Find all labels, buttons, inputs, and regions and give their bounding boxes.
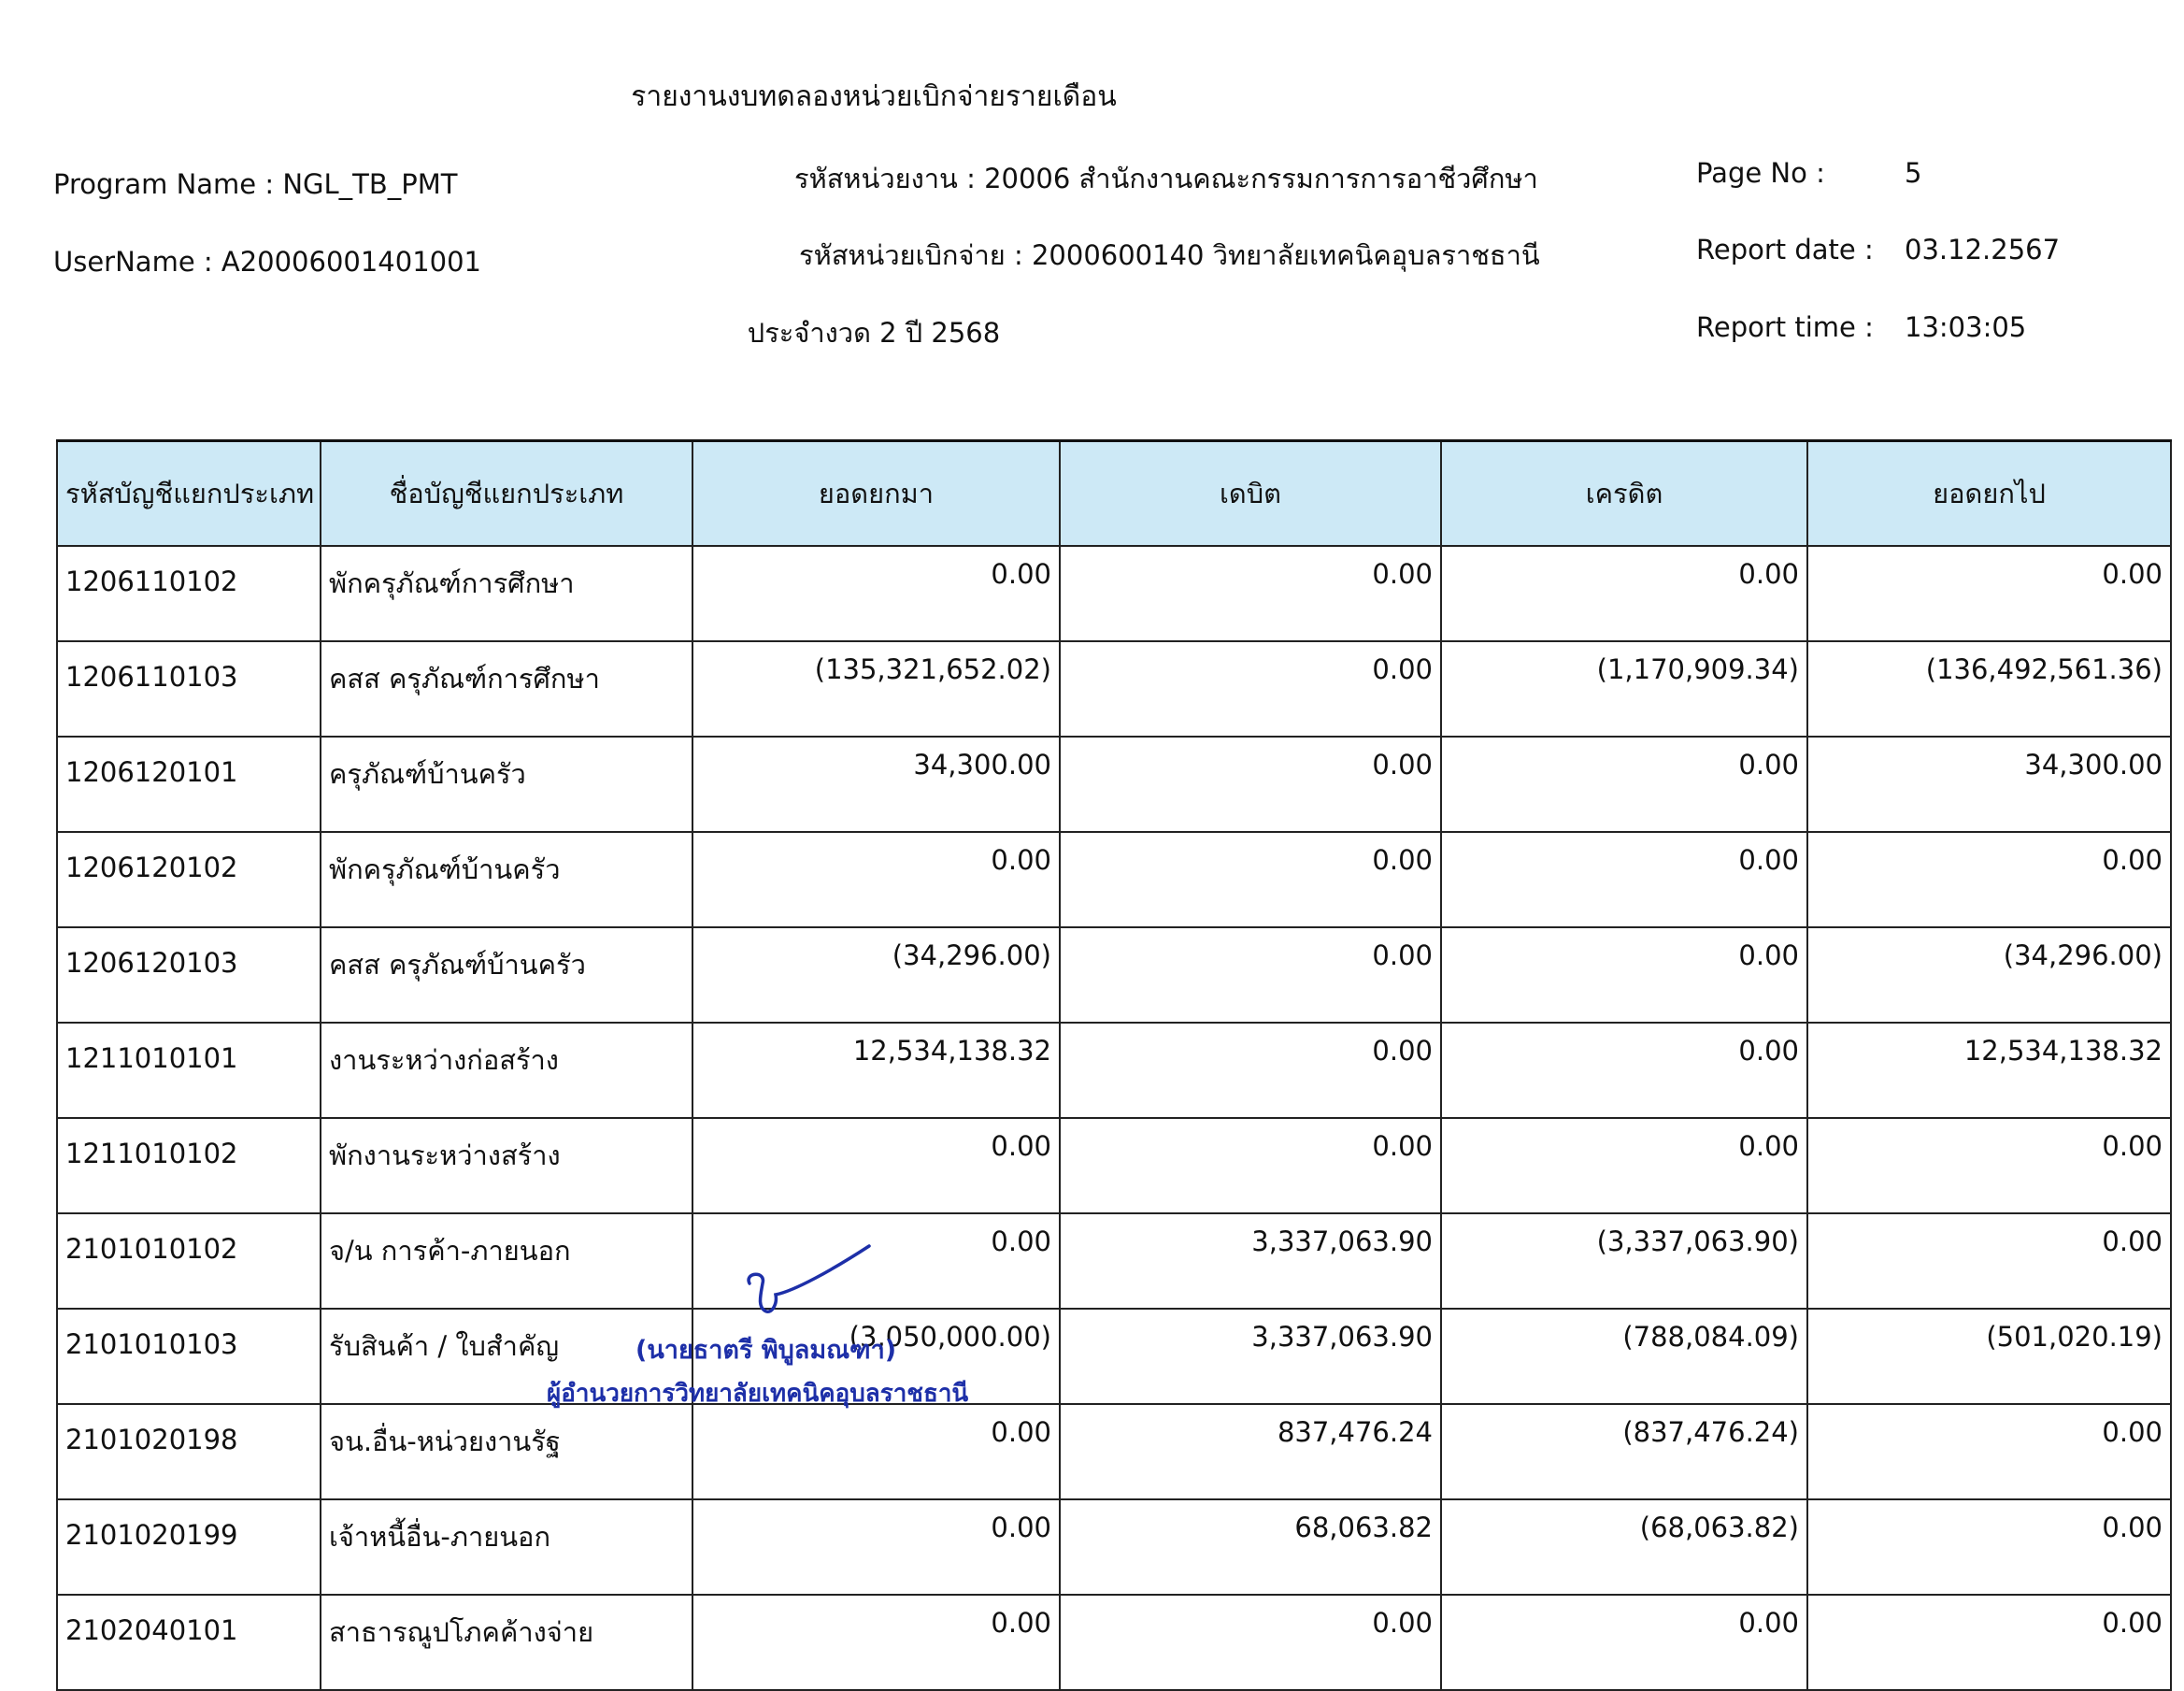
brought-forward: 0.00 <box>692 1499 1060 1595</box>
table-row <box>57 1023 2171 1118</box>
brought-forward: 0.00 <box>692 1404 1060 1499</box>
program-name: Program Name : NGL_TB_PMT <box>53 168 458 200</box>
table-row <box>57 1404 2171 1499</box>
brought-forward: 0.00 <box>692 1118 1060 1213</box>
credit: (68,063.82) <box>1441 1499 1807 1595</box>
account-name: พักครุภัณฑ์การศึกษา <box>321 546 692 641</box>
debit: 0.00 <box>1060 1595 1441 1690</box>
debit: 0.00 <box>1060 927 1441 1023</box>
carried-forward: 0.00 <box>1807 832 2171 927</box>
debit: 3,337,063.90 <box>1060 1309 1441 1404</box>
signature-mark <box>738 1239 878 1323</box>
account-code: 2101010103 <box>57 1309 321 1404</box>
signatory-name: (นายธาตรี พิบูลมณฑา) <box>635 1336 897 1365</box>
account-code: 1206120102 <box>57 832 321 927</box>
table-row <box>57 546 2171 641</box>
account-code: 2101010102 <box>57 1213 321 1309</box>
report-time-value: 13:03:05 <box>1905 311 2027 343</box>
brought-forward: 0.00 <box>692 546 1060 641</box>
carried-forward: (136,492,561.36) <box>1807 641 2171 737</box>
brought-forward: 34,300.00 <box>692 737 1060 832</box>
credit: 0.00 <box>1441 832 1807 927</box>
account-name: จน.อื่น-หน่วยงานรัฐ <box>321 1404 692 1499</box>
credit: (1,170,909.34) <box>1441 641 1807 737</box>
report-date-value: 03.12.2567 <box>1905 234 2061 265</box>
brought-forward: 0.00 <box>692 832 1060 927</box>
credit: (837,476.24) <box>1441 1404 1807 1499</box>
brought-forward: 12,534,138.32 <box>692 1023 1060 1118</box>
account-code: 1211010101 <box>57 1023 321 1118</box>
credit: 0.00 <box>1441 737 1807 832</box>
brought-forward: (34,296.00) <box>692 927 1060 1023</box>
account-name: จ/น การค้า-ภายนอก <box>321 1213 692 1309</box>
credit: 0.00 <box>1441 927 1807 1023</box>
account-name: คสส ครุภัณฑ์บ้านครัว <box>321 927 692 1023</box>
account-name: พักครุภัณฑ์บ้านครัว <box>321 832 692 927</box>
credit: (3,337,063.90) <box>1441 1213 1807 1309</box>
carried-forward: 0.00 <box>1807 1213 2171 1309</box>
table-row <box>57 1499 2171 1595</box>
debit: 0.00 <box>1060 641 1441 737</box>
account-name: รับสินค้า / ใบสำคัญ <box>321 1309 692 1404</box>
credit: 0.00 <box>1441 1118 1807 1213</box>
account-name: ครุภัณฑ์บ้านครัว <box>321 737 692 832</box>
table-header-row <box>57 441 2171 547</box>
credit: 0.00 <box>1441 546 1807 641</box>
trial-balance-table <box>56 439 2172 1691</box>
carried-forward: 12,534,138.32 <box>1807 1023 2171 1118</box>
table-row <box>57 1118 2171 1213</box>
debit: 68,063.82 <box>1060 1499 1441 1595</box>
account-code: 1211010102 <box>57 1118 321 1213</box>
col-header-brought-forward: ยอดยกมา <box>692 441 1060 547</box>
carried-forward: (34,296.00) <box>1807 927 2171 1023</box>
page-no-label: Page No : <box>1696 157 1825 189</box>
report-time-label: Report time : <box>1696 311 1874 343</box>
disbursement-unit: รหัสหน่วยเบิกจ่าย : 2000600140 วิทยาลัยเทคนิคอุบลราชธานี <box>799 239 1540 271</box>
col-header-carried-forward: ยอดยกไป <box>1807 441 2171 547</box>
col-header-debit: เดบิต <box>1060 441 1441 547</box>
credit: 0.00 <box>1441 1023 1807 1118</box>
brought-forward: 0.00 <box>692 1595 1060 1690</box>
debit: 0.00 <box>1060 1023 1441 1118</box>
table-row <box>57 927 2171 1023</box>
table-row <box>57 641 2171 737</box>
signatory-title: ผู้อำนวยการวิทยาลัยเทคนิคอุบลราชธานี <box>547 1380 969 1408</box>
table-row <box>57 1595 2171 1690</box>
col-header-credit: เครดิต <box>1441 441 1807 547</box>
carried-forward: 0.00 <box>1807 546 2171 641</box>
brought-forward: (135,321,652.02) <box>692 641 1060 737</box>
account-name: สาธารณูปโภคค้างจ่าย <box>321 1595 692 1690</box>
account-code: 1206120101 <box>57 737 321 832</box>
debit: 3,337,063.90 <box>1060 1213 1441 1309</box>
account-code: 1206110103 <box>57 641 321 737</box>
account-name: คสส ครุภัณฑ์การศึกษา <box>321 641 692 737</box>
account-name: พักงานระหว่างสร้าง <box>321 1118 692 1213</box>
carried-forward: 0.00 <box>1807 1118 2171 1213</box>
brought-forward: (3,050,000.00) <box>692 1309 1060 1404</box>
account-code: 2101020198 <box>57 1404 321 1499</box>
debit: 0.00 <box>1060 546 1441 641</box>
account-code: 2102040101 <box>57 1595 321 1690</box>
col-header-account-code: รหัสบัญชีแยกประเภท <box>57 441 321 547</box>
credit: (788,084.09) <box>1441 1309 1807 1404</box>
report-title: รายงานงบทดลองหน่วยเบิกจ่ายรายเดือน <box>631 80 1117 113</box>
account-code: 2101020199 <box>57 1499 321 1595</box>
debit: 0.00 <box>1060 737 1441 832</box>
account-name: งานระหว่างก่อสร้าง <box>321 1023 692 1118</box>
credit: 0.00 <box>1441 1595 1807 1690</box>
report-date-label: Report date : <box>1696 234 1874 265</box>
table-row <box>57 1309 2171 1404</box>
table-row <box>57 737 2171 832</box>
agency-code: รหัสหน่วยงาน : 20006 สำนักงานคณะกรรมการการอาชีวศึกษา <box>794 163 1538 194</box>
table-row <box>57 832 2171 927</box>
report-period: ประจำงวด 2 ปี 2568 <box>747 317 1001 349</box>
carried-forward: 0.00 <box>1807 1404 2171 1499</box>
carried-forward: 0.00 <box>1807 1499 2171 1595</box>
table-row <box>57 1213 2171 1309</box>
account-code: 1206120103 <box>57 927 321 1023</box>
col-header-account-name: ชื่อบัญชีแยกประเภท <box>321 441 692 547</box>
debit: 0.00 <box>1060 832 1441 927</box>
brought-forward: 0.00 <box>692 1213 1060 1309</box>
page-no-value: 5 <box>1905 157 1922 189</box>
user-name: UserName : A20006001401001 <box>53 246 482 278</box>
account-code: 1206110102 <box>57 546 321 641</box>
carried-forward: 0.00 <box>1807 1595 2171 1690</box>
debit: 0.00 <box>1060 1118 1441 1213</box>
carried-forward: 34,300.00 <box>1807 737 2171 832</box>
carried-forward: (501,020.19) <box>1807 1309 2171 1404</box>
debit: 837,476.24 <box>1060 1404 1441 1499</box>
account-name: เจ้าหนี้อื่น-ภายนอก <box>321 1499 692 1595</box>
